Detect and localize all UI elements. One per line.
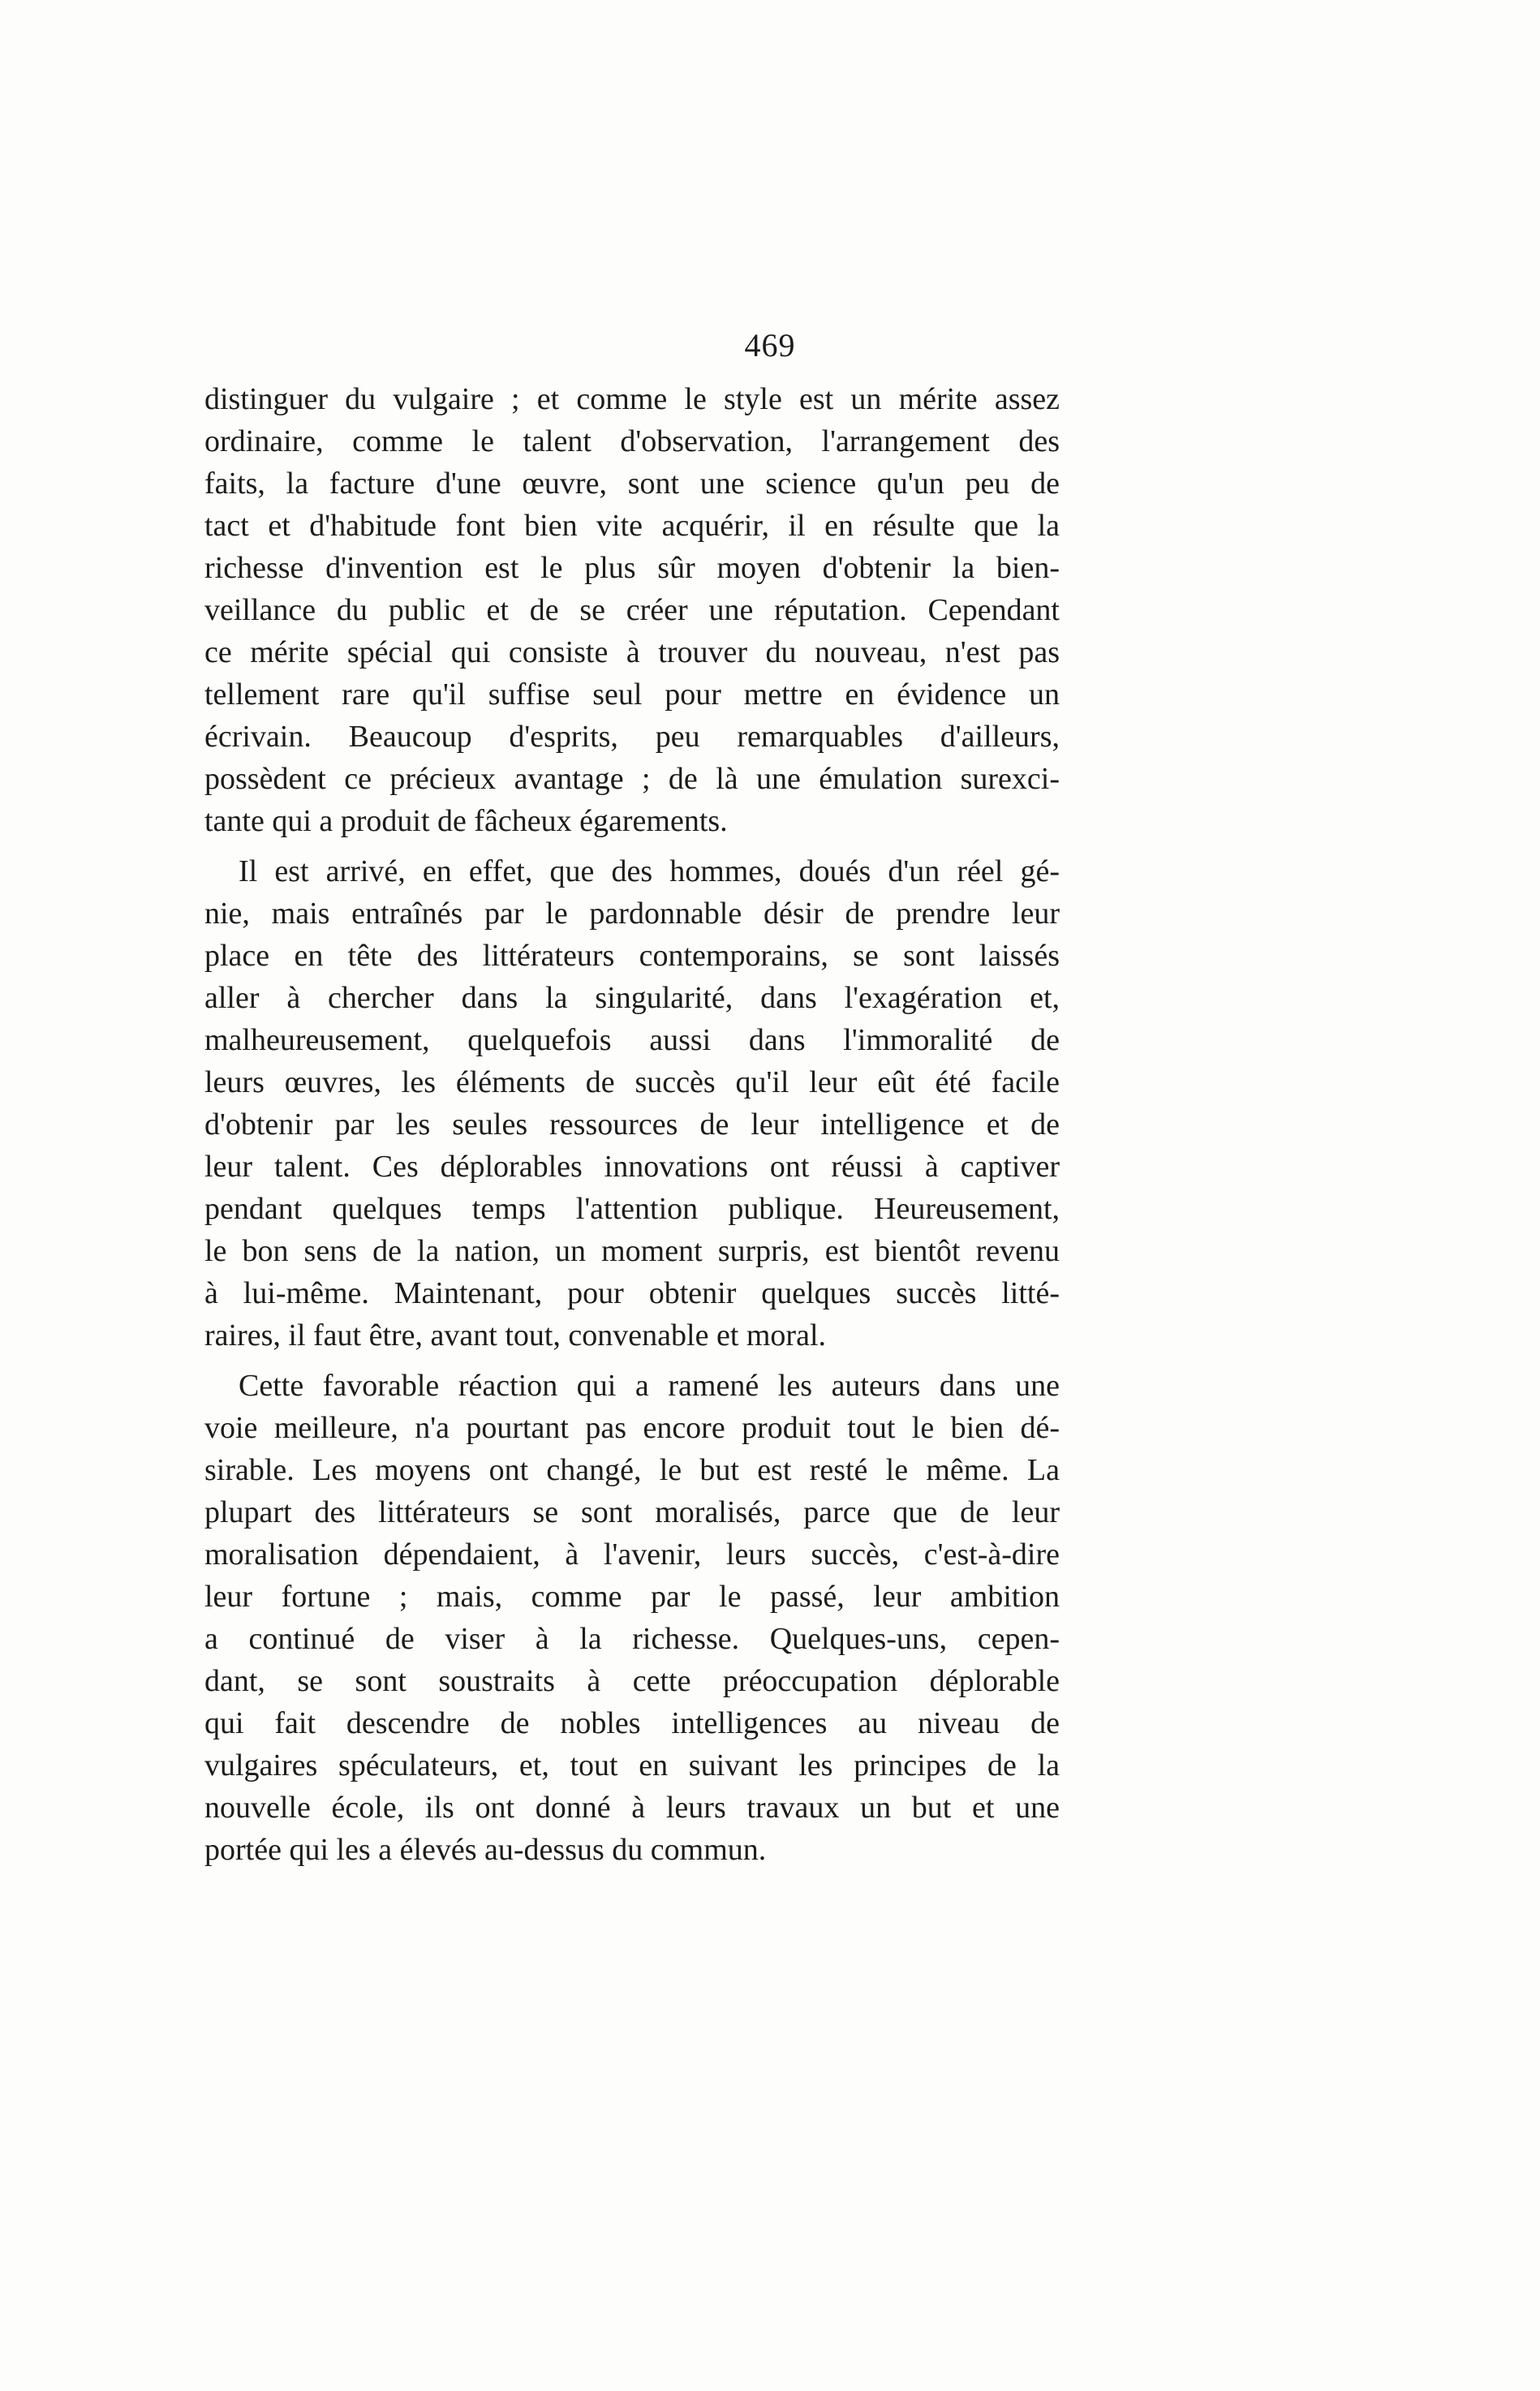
text-line: plupart des littérateurs se sont moralisés, parce que de leur — [204, 1495, 1060, 1529]
body-text — [204, 378, 1060, 1871]
text-line: moralisation dépendaient, à l'avenir, leurs succès, c'est-à-dire — [204, 1537, 1060, 1572]
page-number: 469 — [744, 327, 796, 363]
text-line: tact et d'habitude font bien vite acquérir, il en résulte que la — [204, 509, 1060, 543]
text-line: sirable. Les moyens ont changé, le but est resté le même. La — [204, 1453, 1060, 1487]
text-line: aller à chercher dans la singularité, dans l'exagération et, — [204, 981, 1060, 1015]
text-line: nouvelle école, ils ont donné à leurs travaux un but et une — [204, 1791, 1060, 1825]
text-line: qui fait descendre de nobles intelligences au niveau de — [204, 1706, 1060, 1740]
text-line: écrivain. Beaucoup d'esprits, peu remarquables d'ailleurs, — [204, 720, 1060, 754]
text-line: le bon sens de la nation, un moment surpris, est bientôt revenu — [204, 1234, 1060, 1268]
text-line: leur fortune ; mais, comme par le passé, leur ambition — [204, 1580, 1060, 1614]
text-line: voie meilleure, n'a pourtant pas encore produit tout le bien dé- — [204, 1411, 1060, 1445]
text-line: a continué de viser à la richesse. Quelques-uns, cepen- — [204, 1622, 1060, 1656]
text-line: Il est arrivé, en effet, que des hommes, doués d'un réel gé- — [239, 854, 1060, 888]
text-line: malheureusement, quelquefois aussi dans l'immoralité de — [204, 1023, 1060, 1057]
text-line: nie, mais entraînés par le pardonnable désir de prendre leur — [204, 897, 1060, 931]
text-line: dant, se sont soustraits à cette préoccupation déplorable — [204, 1664, 1060, 1698]
text-line: vulgaires spéculateurs, et, tout en suivant les principes de la — [204, 1748, 1060, 1782]
text-line: ordinaire, comme le talent d'observation, l'arrangement des — [204, 424, 1060, 458]
text-line: Cette favorable réaction qui a ramené les auteurs dans une — [239, 1369, 1060, 1403]
text-line: tellement rare qu'il suffise seul pour mettre en évidence un — [204, 677, 1060, 712]
text-line: possèdent ce précieux avantage ; de là une émulation surexci- — [204, 762, 1060, 796]
text-line: leur talent. Ces déplorables innovations ont réussi à captiver — [204, 1150, 1060, 1184]
text-line: veillance du public et de se créer une réputation. Cependant — [204, 593, 1060, 627]
text-line: place en tête des littérateurs contemporains, se sont laissés — [204, 939, 1060, 973]
text-line: tante qui a produit de fâcheux égarements. — [204, 804, 728, 838]
text-line: à lui-même. Maintenant, pour obtenir quelques succès litté- — [204, 1276, 1060, 1310]
text-line: richesse d'invention est le plus sûr moyen d'obtenir la bien- — [204, 551, 1060, 585]
text-line: distinguer du vulgaire ; et comme le style est un mérite assez — [204, 382, 1060, 416]
text-line: pendant quelques temps l'attention publique. Heureusement, — [204, 1192, 1060, 1226]
text-line: d'obtenir par les seules ressources de leur intelligence et de — [204, 1107, 1060, 1142]
text-line: leurs œuvres, les éléments de succès qu'il leur eût été facile — [204, 1065, 1060, 1099]
text-line: raires, il faut être, avant tout, convenable et moral. — [204, 1318, 827, 1352]
text-line: portée qui les a élevés au-dessus du commun. — [204, 1833, 767, 1867]
text-line: ce mérite spécial qui consiste à trouver du nouveau, n'est pas — [204, 635, 1060, 669]
text-line: faits, la facture d'une œuvre, sont une science qu'un peu de — [204, 467, 1060, 501]
